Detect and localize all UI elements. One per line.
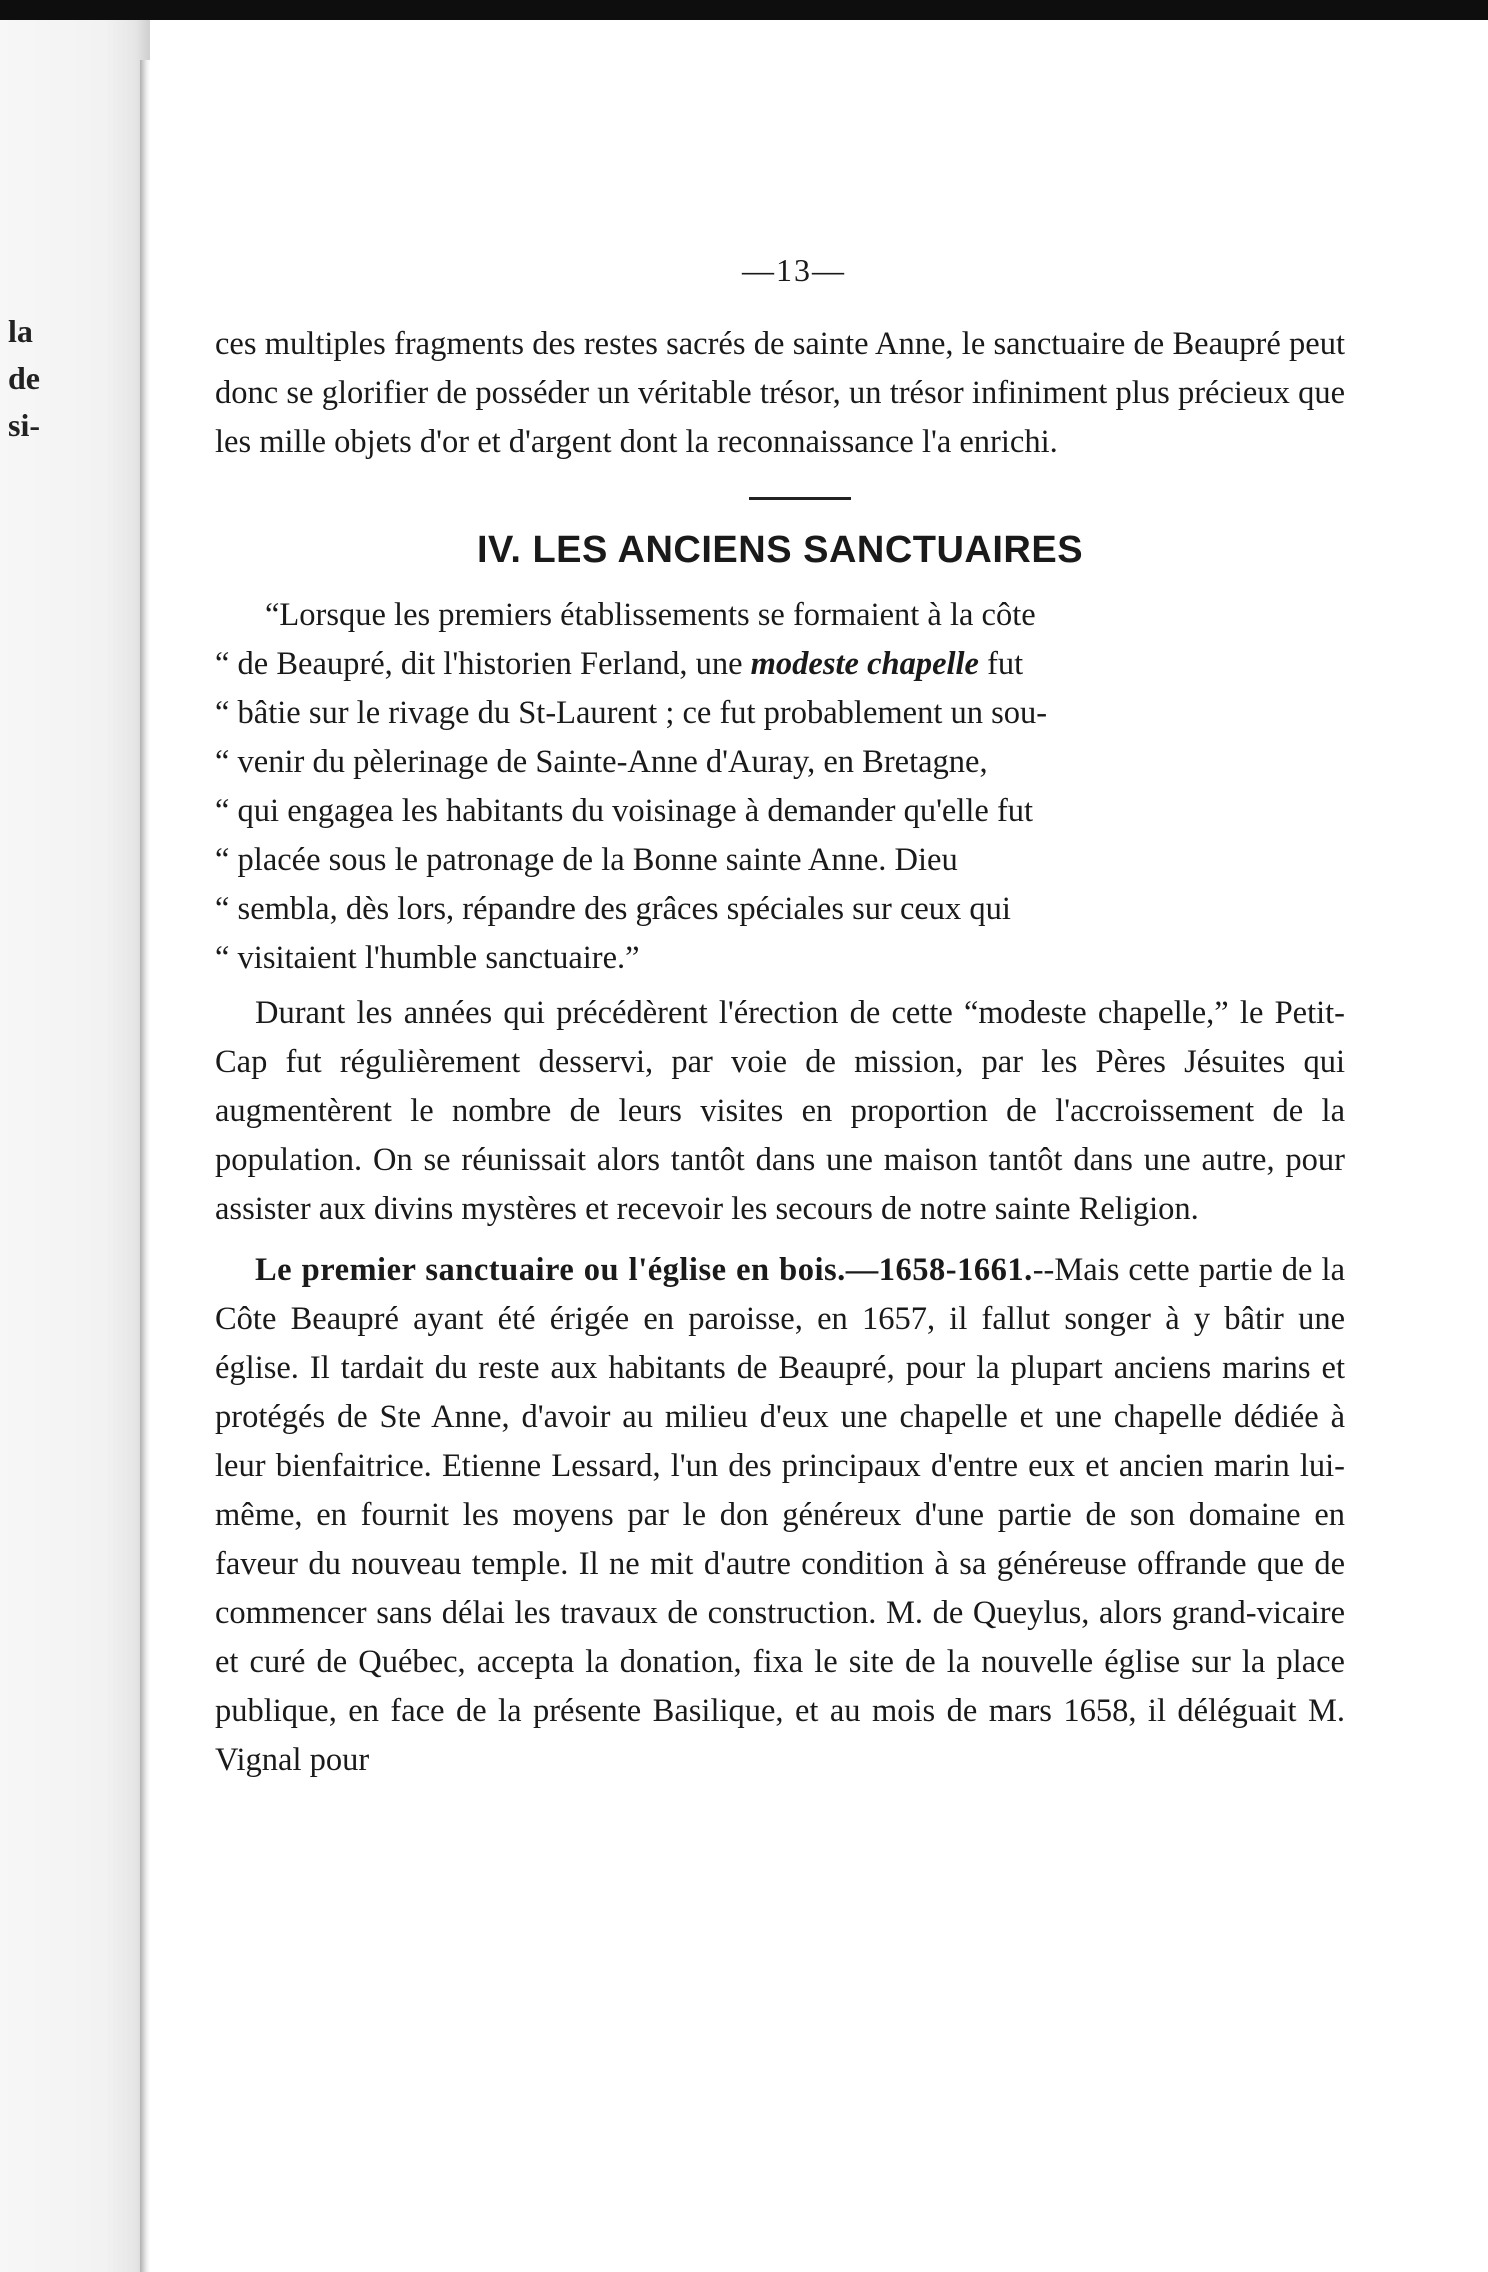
subsection-heading: Le premier sanctuaire ou l'église en bois.—1658-1661.	[255, 1252, 1033, 1288]
quote-line: “ sembla, dès lors, répandre des grâces spéciales sur ceux qui	[215, 891, 1011, 927]
scan-top-border	[0, 0, 1488, 20]
section-separator	[749, 497, 851, 500]
jesuit-missions-paragraph: Durant les années qui précédèrent l'érection de cette “modeste chapelle,” le Petit-Cap fut régulièrement desservi, par voie de mission, par les Pères Jésuites qui augmentèrent le nombre de leurs visites en proportion de l'accroissement de la population. On se réunissait alors tantôt dans une maison tantôt dans une autre, pour assister aux divins mystères et recevoir les secours de notre sainte Religion.	[215, 995, 1345, 1227]
quote-line-text: “ de Beaupré, dit l'historien Ferland, une	[215, 646, 743, 682]
quote-line: “ qui engagea les habitants du voisinage à demander qu'elle fut	[215, 793, 1034, 829]
continued-paragraph: ces multiples fragments des restes sacrés de sainte Anne, le sanctuaire de Beaupré peut donc se glorifier de posséder un véritable trésor, un trésor infiniment plus précieux que les mille objets d'or et d'argent dont la reconnaissance l'a enrichi.	[215, 326, 1345, 460]
fragment-line: de	[8, 360, 40, 396]
fragment-line: la	[8, 313, 33, 349]
page-number: —13—	[742, 252, 846, 288]
first-sanctuary-text: --Mais cette partie de la Côte Beaupré ayant été érigée en paroisse, en 1657, il fallut songer à y bâtir une église. Il tardait du reste aux habitants de Beaupré, pour la plupart anciens marins et protégés de Ste Anne, d'avoir au milieu d'eux une chapelle et une chapelle dédiée à leur bienfaitrice. Etienne Lessard, l'un des principaux d'entre eux et ancien marin lui-même, en fournit les moyens par le don généreux d'une partie de son domaine en faveur du nouveau temple. Il ne mit d'autre condition à sa généreuse offrande que de commencer sans délai les travaux de construction. M. de Queylus, alors grand-vicaire et curé de Québec, accepta la donation, fixa le site de la nouvelle église sur la place publique, en face de la présente Basilique, et au mois de mars 1658, il déléguait M. Vignal pour	[215, 1252, 1345, 1778]
first-sanctuary-paragraph	[215, 1246, 1345, 1785]
quote-line: “ venir du pèlerinage de Sainte-Anne d'Auray, en Bretagne,	[215, 744, 988, 780]
page-body	[215, 320, 1345, 1785]
quote-emphasis: modeste chapelle	[750, 646, 979, 682]
quote-line: “ placée sous le patronage de la Bonne sainte Anne. Dieu	[215, 842, 958, 878]
ferland-quote	[215, 591, 1345, 983]
quote-line: “ bâtie sur le rivage du St-Laurent ; ce fut probablement un sou-	[215, 695, 1048, 731]
quote-line	[215, 640, 1345, 689]
section-heading: IV. LES ANCIENS SANCTUAIRES	[476, 529, 1084, 571]
quote-line: “Lorsque les premiers établissements se formaient à la côte	[265, 597, 1036, 633]
fragment-line: si-	[8, 407, 40, 443]
page-gutter	[140, 60, 150, 2272]
facing-page-text-fragments	[8, 308, 40, 449]
quote-line: “ visitaient l'humble sanctuaire.”	[215, 940, 640, 976]
quote-line-end: fut	[978, 646, 1024, 682]
